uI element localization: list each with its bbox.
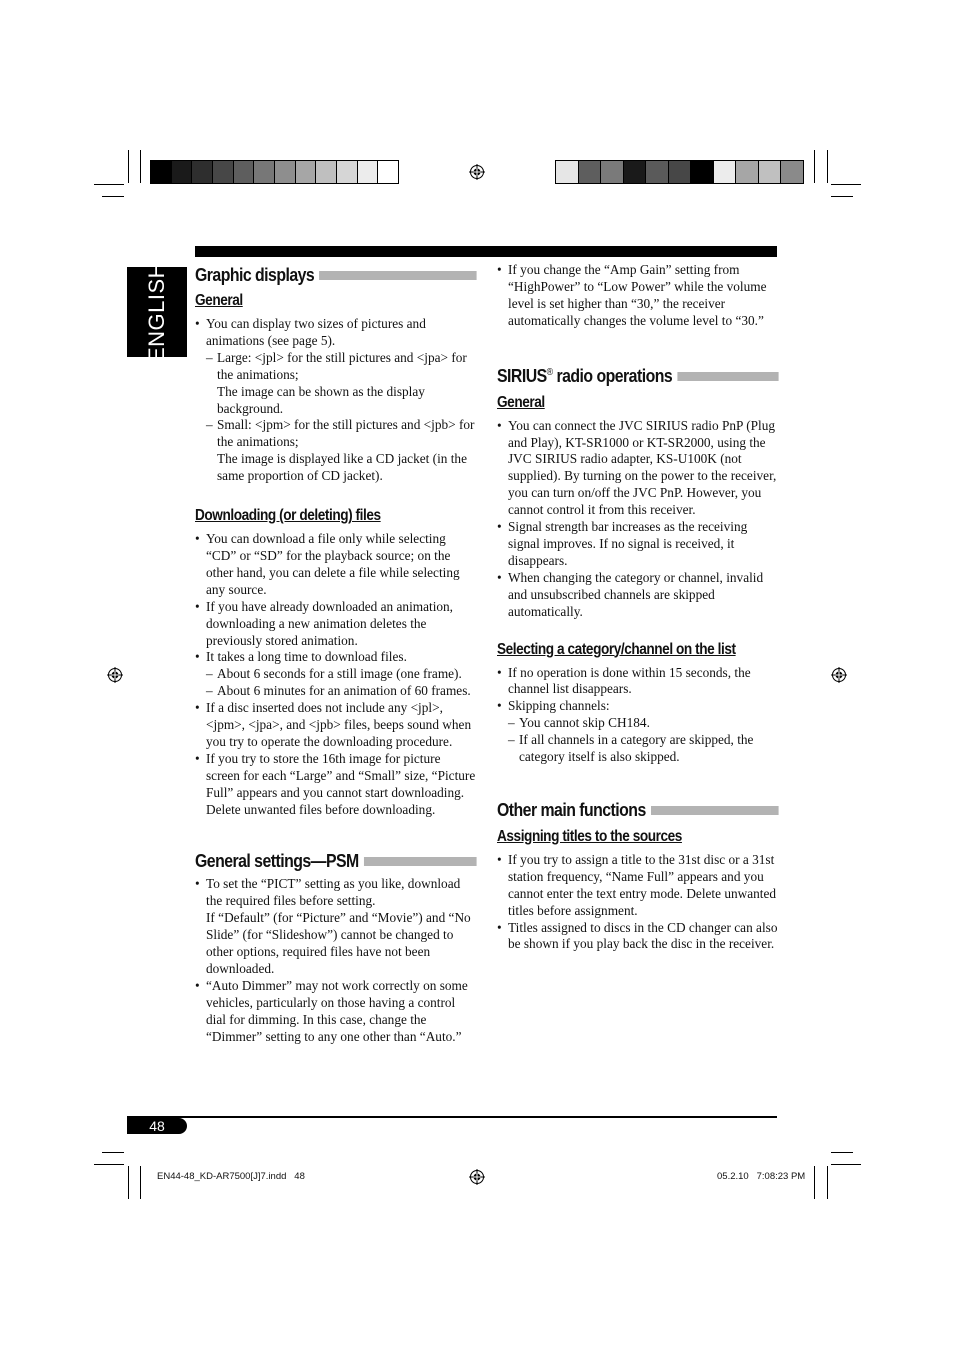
psm-list [195, 876, 477, 1045]
calibration-swatch [736, 161, 759, 183]
subheading-general: General [497, 393, 545, 411]
calibration-swatch [213, 161, 234, 183]
list-item: • To set the “PICT” setting as you like, download the required files before setting. If “Default” (for “Picture” and “Movie”) and “No Slide” (for “Slideshow”) cannot be changed to other options, required files have not been downloaded. [195, 876, 477, 977]
calibration-swatch [556, 161, 579, 183]
amp-gain-list [497, 262, 779, 330]
left-column [195, 262, 477, 1046]
calibration-swatch [378, 161, 398, 183]
registered-mark: ® [546, 367, 553, 379]
calibration-swatch [337, 161, 358, 183]
language-tab-label: ENGLISH [144, 261, 169, 363]
calibration-swatch [714, 161, 737, 183]
page-number: 48 [127, 1118, 187, 1134]
list-item: • If a disc inserted does not include any <jpl>, <jpm>, <jpa>, and <jpb> files, beeps sound when you try to operate the downloading procedure. [195, 700, 477, 751]
calibration-swatch [646, 161, 669, 183]
calibration-bar-left [150, 160, 399, 184]
calibration-swatch [624, 161, 647, 183]
calibration-swatch [601, 161, 624, 183]
sub-item: – About 6 seconds for a still image (one frame). [206, 666, 477, 683]
sub-item: – You cannot skip CH184. [508, 715, 779, 732]
calibration-swatch [151, 161, 172, 183]
sub-item-large: – Large: <jpl> for the still pictures and <jpa> for the animations; [206, 350, 477, 384]
sirius-general-list [497, 418, 779, 621]
footer-file-name: EN44-48_KD-AR7500[J]7.indd 48 [157, 1171, 305, 1182]
sub-item: – About 6 minutes for an animation of 60 frames. [206, 683, 477, 700]
registration-mark-icon [107, 667, 123, 683]
calibration-swatch [316, 161, 337, 183]
calibration-swatch [691, 161, 714, 183]
registration-mark-icon [469, 1169, 485, 1185]
graphic-general-list [195, 316, 477, 485]
sub-item-note: The image can be shown as the display background. [217, 383, 425, 416]
calibration-bar-right [555, 160, 804, 184]
calibration-swatch [254, 161, 275, 183]
registration-mark-icon [831, 667, 847, 683]
list-item: • If no operation is done within 15 seconds, the channel list disappears. [497, 665, 779, 699]
header-band [195, 246, 777, 257]
list-item: • If you have already downloaded an animation, downloading a new animation deletes the previously stored animation. [195, 599, 477, 650]
subheading-selecting-category: Selecting a category/channel on the list [497, 640, 736, 658]
sub-item-note: The image is displayed like a CD jacket (in the same proportion of CD jacket). [217, 451, 467, 484]
list-item: • If you change the “Amp Gain” setting from “HighPower” to “Low Power” while the volume level is set higher than “30,” the receiver automatically changes the volume level to “30.” [497, 262, 779, 330]
section-heading-general-settings-psm: General settings—PSM [195, 848, 477, 874]
calibration-swatch [296, 161, 317, 183]
selecting-list [497, 665, 779, 766]
calibration-swatch [358, 161, 379, 183]
list-item: • You can connect the JVC SIRIUS radio PnP (Plug and Play), KT-SR1000 or KT-SR2000, using the JVC SIRIUS radio adapter, KS-U100K (not supplied). By turning on the power to the receiver, you can turn on/off the JVC PnP. However, you cannot control it from this receiver. [497, 418, 779, 519]
list-item: • Titles assigned to discs in the CD changer can also be shown if you play back the disc in the receiver. [497, 920, 779, 954]
list-item: • Signal strength bar increases as the receiving signal improves. If no signal is received, it disappears. [497, 519, 779, 570]
calibration-swatch [172, 161, 193, 183]
section-heading-sirius-radio: SIRIUS ® radio operations [497, 364, 779, 390]
calibration-swatch [275, 161, 296, 183]
sub-item: – If all channels in a category are skipped, the category itself is also skipped. [508, 732, 779, 766]
list-item: • When changing the category or channel, invalid and unsubscribed channels are skipped automatically. [497, 570, 779, 621]
footer-rule [127, 1116, 777, 1118]
subheading-assigning-titles: Assigning titles to the sources [497, 827, 682, 845]
calibration-swatch [669, 161, 692, 183]
list-item: • It takes a long time to download files. – About 6 seconds for a still image (one frame). – About 6 minutes for an animation of 60 frames. [195, 649, 477, 700]
calibration-swatch [579, 161, 602, 183]
calibration-swatch [759, 161, 782, 183]
calibration-swatch [192, 161, 213, 183]
right-column [497, 262, 779, 953]
calibration-swatch [234, 161, 255, 183]
list-item: • “Auto Dimmer” may not work correctly on some vehicles, particularly on those having a control dial for dimming. In this case, change the “Dimmer” setting to any one other than “Auto.” [195, 978, 477, 1046]
section-heading-other-main-functions: Other main functions [497, 798, 779, 824]
sub-item-small: – Small: <jpm> for the still pictures and <jpb> for the animations; [206, 417, 477, 451]
subheading-downloading: Downloading (or deleting) files [195, 507, 381, 525]
subheading-general: General [195, 292, 243, 309]
assigning-list [497, 852, 779, 953]
downloading-list [195, 531, 477, 818]
calibration-swatch [781, 161, 803, 183]
list-item: • Skipping channels: – You cannot skip CH184. – If all channels in a category are skipped, the category itself is also skipped. [497, 698, 779, 766]
list-item: • You can download a file only while selecting “CD” or “SD” for the playback source; on the other hand, you can delete a file while selecting any source. [195, 531, 477, 599]
footer-timestamp: 05.2.10 7:08:23 PM [717, 1171, 806, 1182]
list-item: • If you try to assign a title to the 31st disc or a 31st station frequency, “Name Full” appears and you cannot enter the text entry mode. Delete unwanted titles before assignment. [497, 852, 779, 920]
list-item: • If you try to store the 16th image for picture screen for each “Large” and “Small” size, “Picture Full” appears and you cannot start downloading. Delete unwanted files before downloading. [195, 751, 477, 819]
section-heading-graphic-displays: Graphic displays [195, 262, 477, 288]
registration-mark-icon [469, 164, 485, 180]
list-item: • You can display two sizes of pictures and animations (see page 5). – Large: <jpl> for the still pictures and <jpa> for the animations; The image can be shown as the display background. – Small: <jpm> for the still pictures and <jpb> for the animations; The image is displayed like a CD jacket (in the same proportion of CD jacket). [195, 316, 477, 485]
